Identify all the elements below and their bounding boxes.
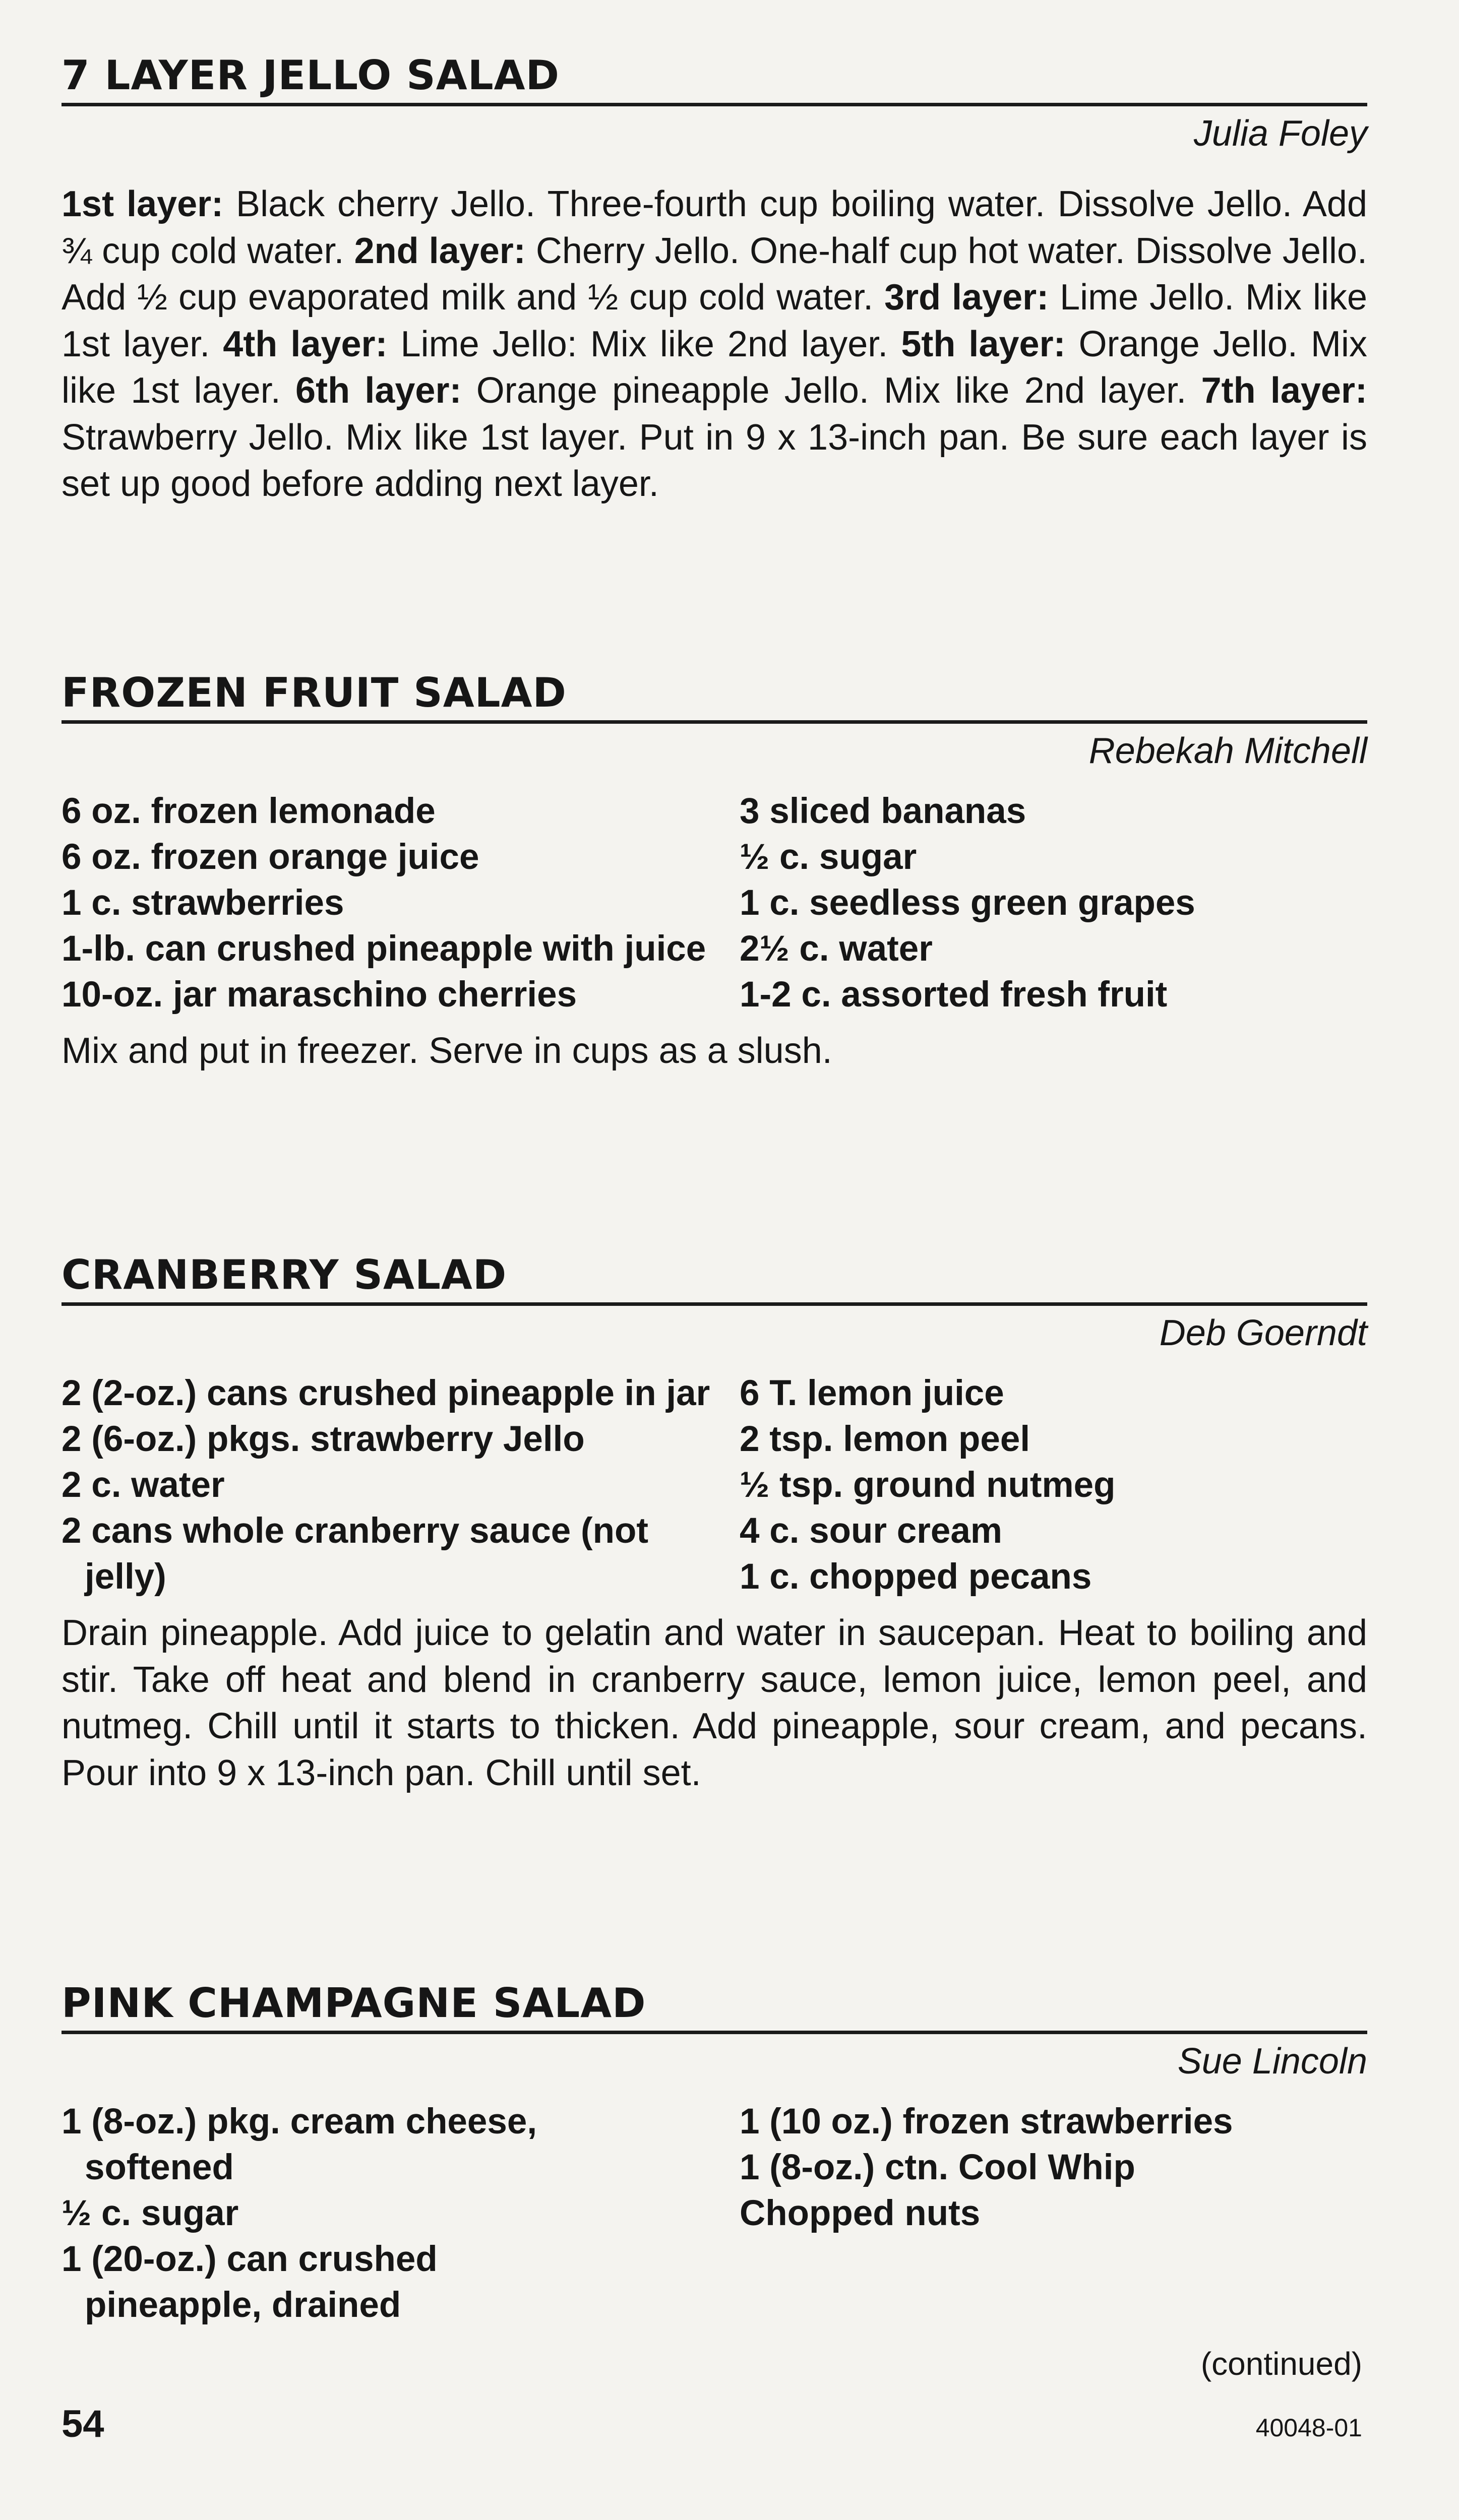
ingredient: ½ tsp. ground nutmeg xyxy=(740,1465,1116,1505)
ingredient: 10-oz. jar maraschino cherries xyxy=(62,975,577,1015)
ingredient: ½ c. sugar xyxy=(62,2193,239,2233)
recipe-pink-champagne-salad xyxy=(62,1978,1367,2328)
layer-text: Black cherry Jello. Three-fourth cup boiling water. Dissolve Jello. Add ¾ cup cold water. xyxy=(62,184,1368,271)
ingredients-left-column xyxy=(62,788,740,1018)
ingredient: 1-lb. can crushed pineapple with juice xyxy=(62,929,706,969)
ingredient: 1-2 c. assorted fresh fruit xyxy=(740,975,1168,1015)
layer-label: 6th layer: xyxy=(295,370,462,411)
ingredients-left-column xyxy=(62,1370,740,1600)
ingredients-right-column xyxy=(740,1370,1367,1600)
ingredient: 1 (20-oz.) can crushed pineapple, drained xyxy=(62,2239,438,2325)
title-rule xyxy=(62,1302,1367,1306)
layer-label: 5th layer: xyxy=(901,324,1066,364)
print-code: 40048-01 xyxy=(1255,2414,1362,2442)
recipe-title: CRANBERRY SALAD xyxy=(62,1251,507,1298)
ingredient: 3 sliced bananas xyxy=(740,791,1026,831)
ingredient: 1 c. chopped pecans xyxy=(740,1557,1092,1597)
layer-label: 3rd layer: xyxy=(884,277,1049,318)
ingredient: 4 c. sour cream xyxy=(740,1511,1002,1551)
ingredient: 2 cans whole cranberry sauce (not jelly) xyxy=(62,1511,649,1597)
recipe-cranberry-salad xyxy=(62,1250,1367,1796)
layer-label: 1st layer: xyxy=(62,184,224,224)
ingredient: ½ c. sugar xyxy=(740,837,917,877)
layer-text: Orange Jello. Mix like 1st layer. xyxy=(62,324,1367,411)
recipe-title: 7 LAYER JELLO SALAD xyxy=(62,52,560,99)
ingredients xyxy=(62,1370,1367,1600)
recipe-7-layer-jello-salad xyxy=(62,50,1367,508)
ingredient: 1 (8-oz.) pkg. cream cheese, softened xyxy=(62,2102,537,2187)
ingredient: 2½ c. water xyxy=(740,929,933,969)
ingredient: 1 (10 oz.) frozen strawberries xyxy=(740,2102,1233,2141)
title-rule xyxy=(62,103,1367,106)
recipe-directions xyxy=(62,181,1367,508)
layer-text: Orange pineapple Jello. Mix like 2nd layer. xyxy=(461,370,1201,411)
layer-label: 4th layer: xyxy=(223,324,388,364)
recipe-title: FROZEN FRUIT SALAD xyxy=(62,669,567,716)
recipe-directions: Drain pineapple. Add juice to gelatin and water in saucepan. Heat to boiling and stir. Take off heat and blend in cranberry sauce, lemon juice, lemon peel, and nutmeg. Chill until it starts to thicken. Add pineapple, sour cream, and pecans. Pour into 9 x 13-inch pan. Chill until set. xyxy=(62,1613,1367,1793)
ingredient: 6 oz. frozen lemonade xyxy=(62,791,436,831)
recipe-author: Julia Foley xyxy=(1193,113,1367,154)
ingredients-right-column xyxy=(740,788,1367,1018)
page-number: 54 xyxy=(62,2403,104,2445)
layer-text: Lime Jello: Mix like 2nd layer. xyxy=(387,324,901,364)
ingredient: 2 tsp. lemon peel xyxy=(740,1419,1030,1459)
ingredient: 1 (8-oz.) ctn. Cool Whip xyxy=(740,2148,1135,2187)
recipe-author: Sue Lincoln xyxy=(1177,2041,1367,2082)
layer-label: 2nd layer: xyxy=(354,230,526,271)
ingredient: Chopped nuts xyxy=(740,2193,981,2233)
layer-text: Cherry Jello. One-half cup hot water. Dissolve Jello. Add ½ cup evaporated milk and ½ cup cold water. xyxy=(62,230,1367,318)
ingredient: 6 T. lemon juice xyxy=(740,1373,1004,1413)
ingredient: 2 (6-oz.) pkgs. strawberry Jello xyxy=(62,1419,585,1459)
recipe-directions: Mix and put in freezer. Serve in cups as a slush. xyxy=(62,1031,832,1071)
layer-text: Strawberry Jello. Mix like 1st layer. Put in 9 x 13-inch pan. Be sure each layer is set up good before adding next layer. xyxy=(62,417,1367,504)
ingredient: 2 (2-oz.) cans crushed pineapple in jar xyxy=(62,1373,710,1413)
continued-note: (continued) xyxy=(1200,2346,1362,2382)
ingredient: 6 oz. frozen orange juice xyxy=(62,837,479,877)
title-rule xyxy=(62,720,1367,724)
layer-label: 7th layer: xyxy=(1201,370,1367,411)
recipe-author: Rebekah Mitchell xyxy=(1088,731,1367,771)
ingredients xyxy=(62,788,1367,1018)
ingredients-left-column xyxy=(62,2099,740,2328)
recipe-author: Deb Goerndt xyxy=(1159,1313,1367,1353)
ingredients-right-column xyxy=(740,2099,1367,2328)
ingredients xyxy=(62,2099,1367,2328)
ingredient: 2 c. water xyxy=(62,1465,225,1505)
ingredient: 1 c. seedless green grapes xyxy=(740,883,1195,923)
ingredient: 1 c. strawberries xyxy=(62,883,344,923)
recipe-frozen-fruit-salad xyxy=(62,668,1367,1075)
layer-text: Lime Jello. Mix like 1st layer. xyxy=(62,277,1367,364)
title-rule xyxy=(62,2031,1367,2034)
recipe-title: PINK CHAMPAGNE SALAD xyxy=(62,1980,646,2027)
